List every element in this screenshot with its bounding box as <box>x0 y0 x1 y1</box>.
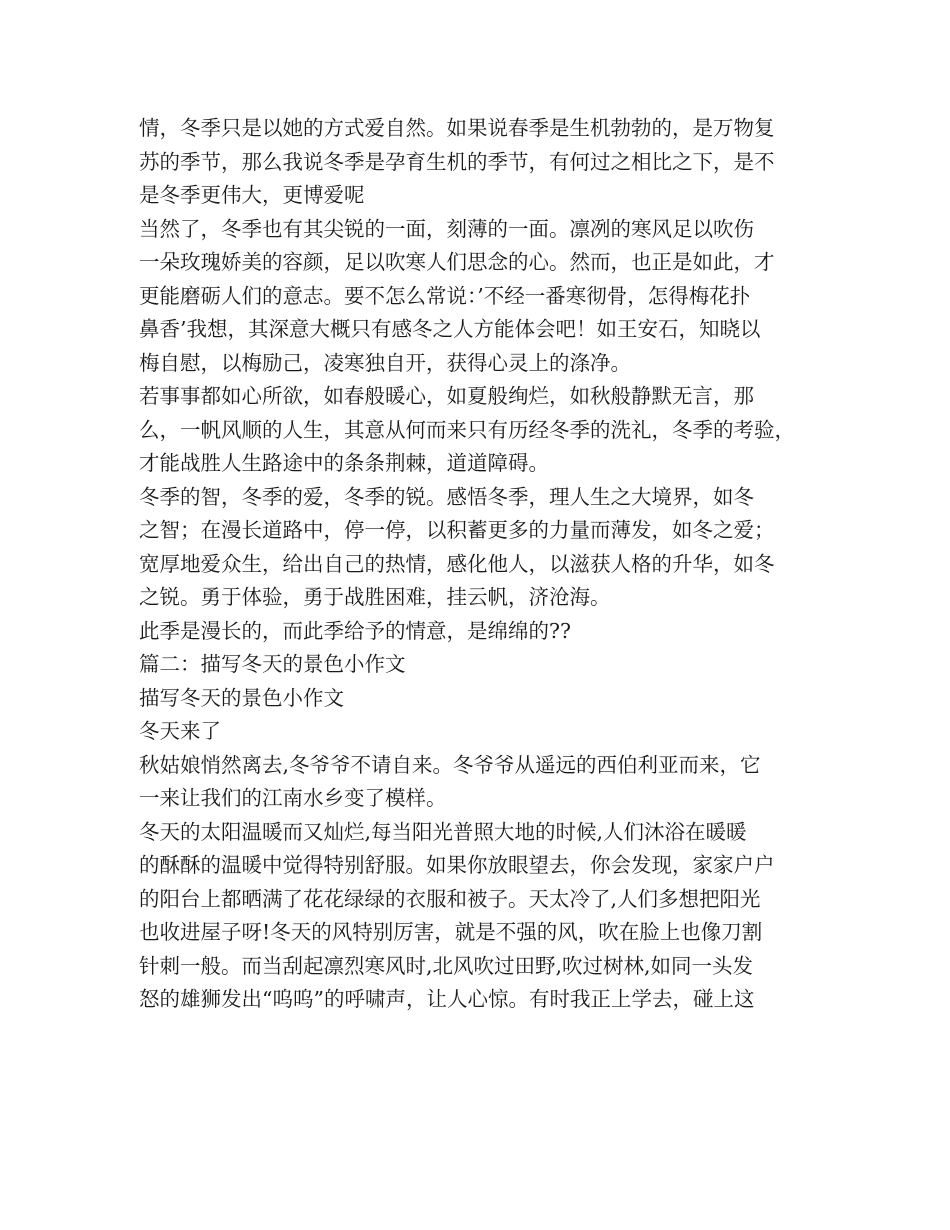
text-line: 才能战胜人生路途中的条条荆棘，道道障碍。 <box>139 451 549 475</box>
text-line: 鼻香’我想，其深意大概只有感冬之人方能体会吧！如王安石，知晓以 <box>139 317 761 341</box>
document-body <box>139 112 829 1017</box>
text-line: 秋姑娘悄然离去,冬爷爷不请自来。冬爷爷从遥远的西伯利亚而来，它 <box>139 752 761 777</box>
text-line: 冬季的智，冬季的爱，冬季的锐。感悟冬季，理人生之大境界，如冬 <box>139 484 754 509</box>
text-line: 针刺一般。而当刮起凛烈寒风时,北风吹过田野,吹过树林,如同一头发 <box>139 953 754 978</box>
text-line: 也收进屋子呀!冬天的风特别厉害，就是不强的风，吹在脸上也像刀割 <box>139 920 763 944</box>
essay-subtitle: 冬天来了 <box>139 719 221 743</box>
text-line: 一来让我们的江南水乡变了模样。 <box>139 786 447 810</box>
section-heading: 篇二：描写冬天的景色小作文 <box>139 652 406 676</box>
text-line: 若事事都如心所欲，如春般暖心，如夏般绚烂，如秋般静默无言，那 <box>139 384 754 408</box>
text-line: 梅自慰，以梅励己，凌寒独自开，获得心灵上的涤净。 <box>139 350 631 375</box>
text-line: 之智；在漫长道路中，停一停，以积蓄更多的力量而薄发，如冬之爱； <box>139 518 775 542</box>
text-line: 之锐。勇于体验，勇于战胜困难，挂云帆，济沧海。 <box>139 585 611 609</box>
text-line: 是冬季更伟大，更博爱呢 <box>139 183 365 207</box>
text-line: 的阳台上都晒满了花花绿绿的衣服和被子。天太冷了,人们多想把阳光 <box>139 886 761 911</box>
text-line: 一朵玫瑰娇美的容颜，足以吹寒人们思念的心。然而，也正是如此，才 <box>139 250 775 274</box>
text-line: 么，一帆风顺的人生，其意从何而来只有历经冬季的洗礼，冬季的考验， <box>139 417 795 442</box>
text-line: 宽厚地爱众生，给出自己的热情，感化他人，以滋获人格的升华，如冬 <box>139 551 775 576</box>
essay-title: 描写冬天的景色小作文 <box>139 685 344 710</box>
text-line: 冬天的太阳温暖而又灿烂,每当阳光普照大地的时候,人们沐浴在暖暖 <box>139 819 747 844</box>
text-line: 此季是漫长的，而此季给予的情意，是绵绵的?? <box>139 618 571 643</box>
text-line: 的酥酥的温暖中觉得特别舒服。如果你放眼望去，你会发现，家家户户 <box>139 853 775 877</box>
text-line: 怒的雄狮发出“呜呜”的呼啸声，让人心惊。有时我正上学去，碰上这 <box>139 987 755 1011</box>
text-line: 情，冬季只是以她的方式爱自然。如果说春季是生机勃勃的，是万物复 <box>139 116 775 140</box>
text-line: 当然了，冬季也有其尖锐的一面，刻薄的一面。凛冽的寒风足以吹伤 <box>139 216 754 241</box>
text-line: 更能磨砺人们的意志。要不怎么常说：’不经一番寒彻骨，怎得梅花扑 <box>139 283 751 308</box>
text-line: 苏的季节，那么我说冬季是孕育生机的季节，有何过之相比之下，是不 <box>139 149 775 174</box>
